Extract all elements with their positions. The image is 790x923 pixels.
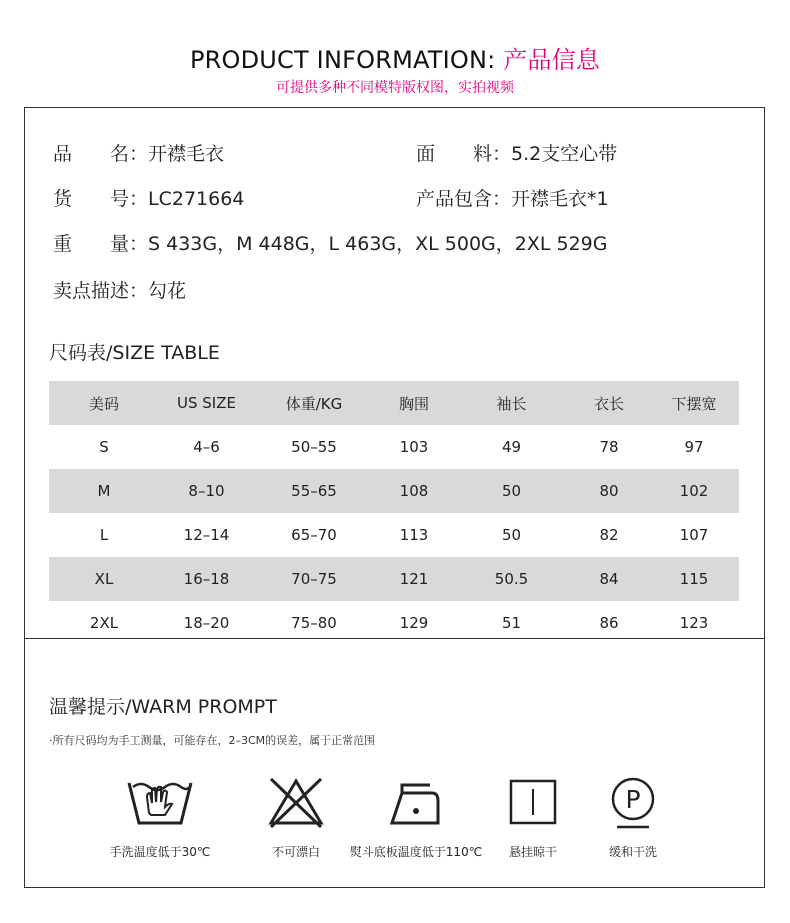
- table-header-cell: US SIZE: [177, 394, 236, 412]
- table-cell: 121: [399, 570, 429, 588]
- table-header-cell: 美码: [88, 394, 119, 413]
- care-label: 缓和干洗: [608, 845, 657, 859]
- table-cell: 123: [679, 614, 709, 632]
- care-label: 手洗温度低于30℃: [109, 845, 211, 859]
- info-fabric-value: 5.2支空心带: [511, 143, 618, 165]
- table-cell: 12–14: [183, 526, 230, 544]
- table-cell: 50.5: [494, 570, 529, 588]
- table-row: [49, 425, 739, 469]
- care-label: 悬挂晾干: [508, 845, 557, 859]
- table-row: [49, 469, 739, 513]
- table-cell: 84: [599, 570, 619, 588]
- table-row: [49, 513, 739, 557]
- size-table: [49, 381, 739, 645]
- table-cell: 49: [501, 438, 522, 456]
- table-cell: 115: [679, 570, 709, 588]
- hang-dry-icon: [508, 775, 558, 831]
- table-cell: 50: [501, 526, 522, 544]
- table-row: [49, 557, 739, 601]
- table-cell: 70–75: [291, 570, 337, 588]
- dry-clean-letter: P: [625, 785, 641, 814]
- info-name-value: 开襟毛衣: [148, 143, 225, 165]
- table-cell: 4–6: [193, 438, 220, 456]
- page-subtitle: 可提供多种不同模特版权图，实拍视频: [276, 80, 514, 96]
- iron-icon: [386, 775, 446, 831]
- info-package-value: 开襟毛衣*1: [511, 188, 609, 210]
- info-fabric-label: 面 料：: [416, 143, 512, 165]
- measurement-note: ·所有尺码均为手工测量，可能存在，2–3CM的误差，属于正常范围: [49, 734, 376, 747]
- table-header-cell: 下摆宽: [671, 394, 717, 413]
- table-row: [49, 601, 739, 645]
- table-cell: 75–80: [291, 614, 337, 632]
- table-cell: 80: [599, 482, 619, 500]
- care-label: 不可漂白: [271, 845, 320, 859]
- table-cell: 2XL: [89, 614, 119, 632]
- table-cell: S: [99, 438, 109, 456]
- table-header-cell: 衣长: [593, 394, 624, 413]
- table-cell: 78: [599, 438, 619, 456]
- table-cell: 16–18: [183, 570, 230, 588]
- table-cell: 51: [501, 614, 522, 632]
- care-item-dry-clean: [563, 775, 703, 859]
- hand-wash-icon: [125, 775, 195, 831]
- table-cell: 86: [599, 614, 619, 632]
- info-weight: [53, 229, 608, 256]
- info-name: [53, 139, 224, 166]
- info-name-label: 品 名：: [53, 143, 149, 165]
- info-selling: [53, 276, 186, 303]
- care-item-hand-wash: [90, 775, 230, 859]
- dry-clean-icon: [608, 775, 658, 831]
- info-weight-value: S 433G，M 448G，L 463G，XL 500G，2XL 529G: [148, 233, 608, 255]
- info-weight-label: 重 量：: [53, 233, 149, 255]
- table-header-cell: 胸围: [398, 394, 429, 413]
- table-cell: 102: [679, 482, 709, 500]
- table-cell: M: [97, 482, 111, 500]
- table-cell: 113: [399, 526, 429, 544]
- info-sku-value: LC271664: [148, 188, 245, 210]
- care-label: 熨斗底板温度低于110℃: [349, 845, 483, 859]
- info-selling-label: 卖点描述：: [53, 280, 149, 302]
- title-cn: 产品信息: [503, 46, 601, 74]
- table-cell: 55–65: [291, 482, 337, 500]
- table-cell: 97: [684, 438, 704, 456]
- table-cell: 82: [599, 526, 619, 544]
- page-title: [0, 40, 790, 75]
- table-header-cell: 袖长: [496, 394, 527, 413]
- table-cell: L: [99, 526, 109, 544]
- info-sku-label: 货 号：: [53, 188, 149, 210]
- table-header-row: [49, 381, 739, 425]
- info-selling-value: 勾花: [148, 280, 187, 302]
- info-package: [416, 184, 609, 211]
- table-cell: 50: [501, 482, 522, 500]
- table-cell: 108: [399, 482, 429, 500]
- table-header-cell: 体重/KG: [285, 394, 343, 413]
- no-bleach-icon: [265, 775, 327, 831]
- care-item-no-bleach: [226, 775, 366, 859]
- info-sku: [53, 184, 244, 211]
- table-cell: XL: [94, 570, 114, 588]
- table-cell: 8–10: [188, 482, 225, 500]
- table-cell: 107: [679, 526, 709, 544]
- table-cell: 65–70: [291, 526, 337, 544]
- info-package-label: 产品包含：: [416, 188, 512, 210]
- size-table-title: 尺码表/SIZE TABLE: [49, 342, 220, 364]
- table-cell: 18–20: [183, 614, 230, 632]
- table-cell: 103: [399, 438, 429, 456]
- info-fabric: [416, 139, 617, 166]
- table-cell: 50–55: [291, 438, 337, 456]
- warm-prompt-title: 温馨提示/WARM PROMPT: [49, 696, 277, 718]
- title-en: PRODUCT INFORMATION:: [189, 46, 496, 74]
- table-cell: 129: [399, 614, 429, 632]
